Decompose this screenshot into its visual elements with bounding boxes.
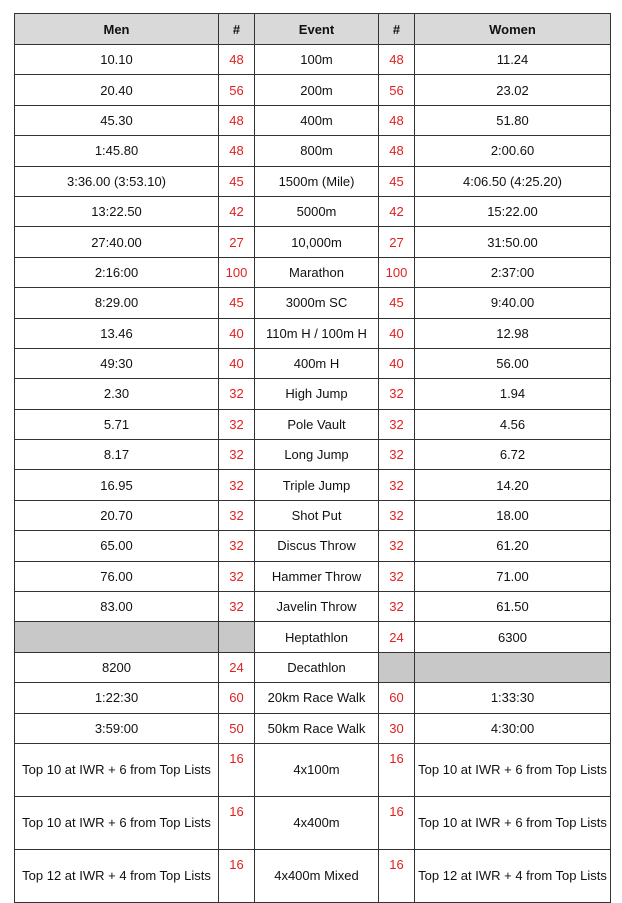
event-cell: Marathon — [255, 257, 379, 287]
table-row — [15, 440, 611, 470]
women-count-cell: 24 — [379, 622, 415, 652]
table-row — [15, 531, 611, 561]
women-count-cell: 40 — [379, 318, 415, 348]
table-row — [15, 592, 611, 622]
men-count-cell: 16 — [219, 743, 255, 796]
men-standard-cell: 1:22:30 — [15, 683, 219, 713]
men-count-cell: 40 — [219, 318, 255, 348]
women-count-cell: 32 — [379, 440, 415, 470]
women-count-cell: 32 — [379, 531, 415, 561]
men-count-cell: 32 — [219, 470, 255, 500]
men-count-cell: 48 — [219, 105, 255, 135]
women-count-cell: 32 — [379, 592, 415, 622]
men-count-cell: 60 — [219, 683, 255, 713]
men-count-cell: 100 — [219, 257, 255, 287]
women-standard-cell: 15:22.00 — [415, 196, 611, 226]
men-standard-cell — [15, 622, 219, 652]
women-standard-cell: 1:33:30 — [415, 683, 611, 713]
event-cell: 200m — [255, 75, 379, 105]
men-count-cell: 48 — [219, 45, 255, 75]
women-standard-cell: Top 12 at IWR + 4 from Top Lists — [415, 849, 611, 902]
men-count-cell: 45 — [219, 288, 255, 318]
women-count-cell: 32 — [379, 500, 415, 530]
women-count-cell: 60 — [379, 683, 415, 713]
event-cell: 1500m (Mile) — [255, 166, 379, 196]
table-row — [15, 75, 611, 105]
women-count-cell: 32 — [379, 409, 415, 439]
table-row — [15, 796, 611, 849]
men-standard-cell: 20.40 — [15, 75, 219, 105]
event-cell: 4x400m Mixed — [255, 849, 379, 902]
table-row — [15, 713, 611, 743]
header-women: Women — [415, 14, 611, 45]
table-row — [15, 45, 611, 75]
women-standard-cell: 71.00 — [415, 561, 611, 591]
men-standard-cell: 13:22.50 — [15, 196, 219, 226]
women-standard-cell: 11.24 — [415, 45, 611, 75]
men-count-cell: 24 — [219, 652, 255, 682]
event-cell: 100m — [255, 45, 379, 75]
men-standard-cell: 76.00 — [15, 561, 219, 591]
women-count-cell: 16 — [379, 743, 415, 796]
qualification-table — [14, 13, 611, 903]
men-standard-cell: 13.46 — [15, 318, 219, 348]
header-men: Men — [15, 14, 219, 45]
event-cell: 10,000m — [255, 227, 379, 257]
men-standard-cell: 5.71 — [15, 409, 219, 439]
table-row — [15, 683, 611, 713]
men-standard-cell: 20.70 — [15, 500, 219, 530]
table-row — [15, 652, 611, 682]
men-count-cell: 32 — [219, 440, 255, 470]
women-count-cell: 16 — [379, 796, 415, 849]
men-standard-cell: 16.95 — [15, 470, 219, 500]
men-standard-cell: 8:29.00 — [15, 288, 219, 318]
men-standard-cell: 2:16:00 — [15, 257, 219, 287]
women-standard-cell: 18.00 — [415, 500, 611, 530]
men-standard-cell: Top 12 at IWR + 4 from Top Lists — [15, 849, 219, 902]
men-count-cell: 32 — [219, 379, 255, 409]
women-standard-cell: 12.98 — [415, 318, 611, 348]
table-row — [15, 288, 611, 318]
table-row — [15, 500, 611, 530]
event-cell: Pole Vault — [255, 409, 379, 439]
header-men-count: # — [219, 14, 255, 45]
women-standard-cell: 6300 — [415, 622, 611, 652]
men-count-cell: 56 — [219, 75, 255, 105]
women-standard-cell: 31:50.00 — [415, 227, 611, 257]
event-cell: Hammer Throw — [255, 561, 379, 591]
table-row — [15, 166, 611, 196]
women-count-cell: 27 — [379, 227, 415, 257]
women-count-cell: 45 — [379, 166, 415, 196]
event-cell: 800m — [255, 136, 379, 166]
women-count-cell: 48 — [379, 136, 415, 166]
women-standard-cell: 51.80 — [415, 105, 611, 135]
men-standard-cell: 3:36.00 (3:53.10) — [15, 166, 219, 196]
men-count-cell: 27 — [219, 227, 255, 257]
women-count-cell: 42 — [379, 196, 415, 226]
event-cell: Discus Throw — [255, 531, 379, 561]
women-count-cell: 32 — [379, 470, 415, 500]
event-cell: Decathlon — [255, 652, 379, 682]
women-count-cell: 16 — [379, 849, 415, 902]
header-row — [15, 14, 611, 45]
men-count-cell: 42 — [219, 196, 255, 226]
women-standard-cell: 4:06.50 (4:25.20) — [415, 166, 611, 196]
women-standard-cell: 4.56 — [415, 409, 611, 439]
event-cell: Shot Put — [255, 500, 379, 530]
men-count-cell: 45 — [219, 166, 255, 196]
table-row — [15, 743, 611, 796]
men-count-cell: 50 — [219, 713, 255, 743]
men-count-cell: 32 — [219, 592, 255, 622]
men-standard-cell: 1:45.80 — [15, 136, 219, 166]
men-standard-cell: 49:30 — [15, 348, 219, 378]
table-row — [15, 105, 611, 135]
women-standard-cell: 61.20 — [415, 531, 611, 561]
event-cell: 110m H / 100m H — [255, 318, 379, 348]
women-count-cell: 48 — [379, 45, 415, 75]
table-row — [15, 561, 611, 591]
men-standard-cell: 3:59:00 — [15, 713, 219, 743]
table-row — [15, 849, 611, 902]
women-standard-cell — [415, 652, 611, 682]
event-cell: 400m H — [255, 348, 379, 378]
header-event: Event — [255, 14, 379, 45]
table-row — [15, 196, 611, 226]
table-row — [15, 409, 611, 439]
event-cell: 5000m — [255, 196, 379, 226]
women-standard-cell: Top 10 at IWR + 6 from Top Lists — [415, 743, 611, 796]
women-count-cell: 40 — [379, 348, 415, 378]
men-count-cell: 32 — [219, 500, 255, 530]
table-row — [15, 348, 611, 378]
women-standard-cell: 4:30:00 — [415, 713, 611, 743]
header-women-count: # — [379, 14, 415, 45]
event-cell: 4x400m — [255, 796, 379, 849]
men-count-cell: 32 — [219, 409, 255, 439]
women-count-cell: 48 — [379, 105, 415, 135]
event-cell: Heptathlon — [255, 622, 379, 652]
women-standard-cell: 2:00.60 — [415, 136, 611, 166]
men-standard-cell: 65.00 — [15, 531, 219, 561]
table-row — [15, 136, 611, 166]
men-standard-cell: 27:40.00 — [15, 227, 219, 257]
women-count-cell — [379, 652, 415, 682]
men-count-cell: 48 — [219, 136, 255, 166]
event-cell: Triple Jump — [255, 470, 379, 500]
men-standard-cell: 10.10 — [15, 45, 219, 75]
women-count-cell: 32 — [379, 379, 415, 409]
event-cell: 400m — [255, 105, 379, 135]
men-standard-cell: Top 10 at IWR + 6 from Top Lists — [15, 796, 219, 849]
women-standard-cell: 1.94 — [415, 379, 611, 409]
event-cell: 3000m SC — [255, 288, 379, 318]
men-count-cell — [219, 622, 255, 652]
event-cell: Long Jump — [255, 440, 379, 470]
table-row — [15, 257, 611, 287]
event-cell: Javelin Throw — [255, 592, 379, 622]
table-row — [15, 379, 611, 409]
men-standard-cell: 83.00 — [15, 592, 219, 622]
men-standard-cell: 45.30 — [15, 105, 219, 135]
women-standard-cell: 56.00 — [415, 348, 611, 378]
women-standard-cell: 9:40.00 — [415, 288, 611, 318]
men-standard-cell: 8.17 — [15, 440, 219, 470]
women-standard-cell: 6.72 — [415, 440, 611, 470]
women-count-cell: 32 — [379, 561, 415, 591]
table-row — [15, 622, 611, 652]
event-cell: 50km Race Walk — [255, 713, 379, 743]
event-cell: High Jump — [255, 379, 379, 409]
men-standard-cell: 2.30 — [15, 379, 219, 409]
women-standard-cell: 61.50 — [415, 592, 611, 622]
men-count-cell: 32 — [219, 561, 255, 591]
event-cell: 4x100m — [255, 743, 379, 796]
men-count-cell: 16 — [219, 849, 255, 902]
women-standard-cell: Top 10 at IWR + 6 from Top Lists — [415, 796, 611, 849]
women-count-cell: 100 — [379, 257, 415, 287]
men-standard-cell: 8200 — [15, 652, 219, 682]
men-standard-cell: Top 10 at IWR + 6 from Top Lists — [15, 743, 219, 796]
women-count-cell: 30 — [379, 713, 415, 743]
table-row — [15, 227, 611, 257]
women-standard-cell: 14.20 — [415, 470, 611, 500]
women-standard-cell: 2:37:00 — [415, 257, 611, 287]
women-count-cell: 45 — [379, 288, 415, 318]
women-count-cell: 56 — [379, 75, 415, 105]
men-count-cell: 16 — [219, 796, 255, 849]
men-count-cell: 32 — [219, 531, 255, 561]
women-standard-cell: 23.02 — [415, 75, 611, 105]
table-row — [15, 318, 611, 348]
table-row — [15, 470, 611, 500]
men-count-cell: 40 — [219, 348, 255, 378]
event-cell: 20km Race Walk — [255, 683, 379, 713]
